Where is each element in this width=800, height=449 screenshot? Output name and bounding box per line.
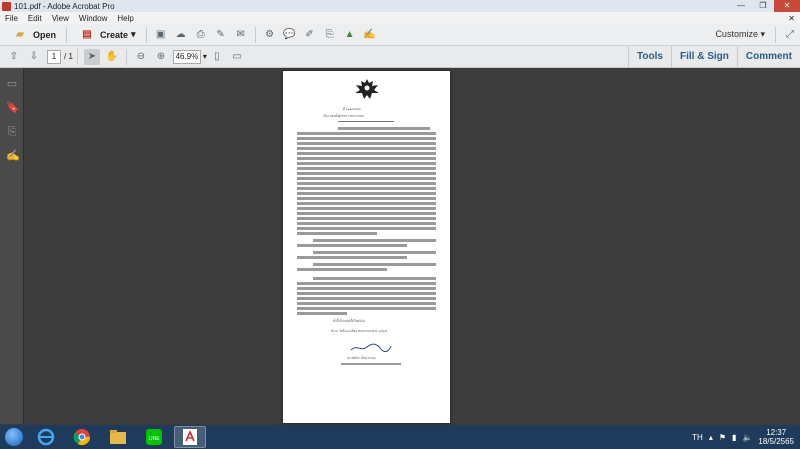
customize-label: Customize	[715, 29, 758, 39]
bookmarks-icon[interactable]: 🔖	[6, 102, 20, 114]
menu-window[interactable]: Window	[78, 13, 108, 23]
select-tool-icon[interactable]: ➤	[84, 49, 100, 65]
save-icon[interactable]: ▣	[155, 29, 166, 40]
system-tray	[692, 428, 800, 446]
expand-icon[interactable]: ⤢	[786, 29, 794, 40]
clock-date: 18/5/2565	[758, 437, 794, 446]
clock-time: 12:37	[766, 428, 787, 437]
next-page-icon[interactable]: ⇩	[29, 51, 39, 62]
hand-tool-icon[interactable]: ✋	[105, 51, 119, 62]
order-date: สั่ง ณ วันที่ ๑๘ เดือน พฤษภาคม พ.ศ. ๒๕๖๕	[331, 329, 388, 333]
ie-icon	[37, 428, 55, 446]
menu-help[interactable]: Help	[117, 13, 134, 23]
menu-edit[interactable]: Edit	[27, 13, 42, 23]
signature-image	[349, 342, 393, 354]
acrobat-app-icon	[2, 2, 11, 11]
comment-panel-link[interactable]: Comment	[737, 46, 800, 68]
taskbar-line[interactable]	[138, 426, 170, 448]
order-subject: เรื่อง แต่งตั้งผู้รักษาราชการแทน	[323, 114, 364, 118]
edit-document-icon[interactable]: ✎	[216, 29, 225, 40]
previous-page-icon[interactable]: ⇧	[9, 51, 19, 62]
flag-icon[interactable]: ⚑	[718, 432, 727, 442]
page-thumbnails-icon[interactable]: ▭	[6, 78, 18, 90]
main-toolbar	[0, 24, 800, 46]
taskbar-ie[interactable]	[30, 426, 62, 448]
taskbar-chrome[interactable]	[66, 426, 98, 448]
create-pdf-icon: ▤	[82, 29, 92, 40]
zoom-in-icon[interactable]: ⊕	[156, 51, 166, 62]
explorer-icon	[109, 429, 127, 445]
garuda-emblem-icon	[351, 77, 383, 103]
signer-name: (นายสุริยา ปั้นสุวรรณ)	[347, 356, 376, 360]
minimize-button[interactable]: —	[737, 1, 745, 10]
zoom-level-input[interactable]: 46.9%	[173, 50, 201, 64]
open-label: Open	[33, 29, 57, 40]
create-caret: ▾	[131, 29, 136, 39]
zoom-dropdown-icon[interactable]: ▾	[202, 52, 207, 61]
maximize-button[interactable]: ❐	[759, 1, 767, 10]
create-label: Create	[100, 29, 129, 40]
close-button[interactable]: ✕	[774, 0, 800, 12]
customize-menu[interactable]	[715, 29, 771, 40]
document-viewer[interactable]	[25, 68, 800, 424]
stamp-icon[interactable]: ▲	[344, 29, 355, 40]
attach-icon[interactable]: ⎘	[325, 29, 334, 40]
divider	[338, 121, 394, 122]
volume-icon[interactable]: 🔈	[742, 432, 753, 442]
open-button[interactable]	[4, 26, 62, 44]
folder-icon: ▰	[16, 29, 24, 40]
page-number-input[interactable]: 1	[47, 50, 61, 64]
effective-clause: ทั้งนี้ ตั้งแต่บัดนี้เป็นต้นไป	[333, 319, 365, 323]
taskbar-acrobat[interactable]	[174, 426, 206, 448]
create-button[interactable]	[71, 26, 142, 44]
title-bar	[0, 0, 800, 12]
tools-panel-link[interactable]: Tools	[628, 46, 671, 68]
windows-logo-icon	[5, 428, 23, 446]
zoom-out-icon[interactable]: ⊖	[136, 51, 146, 62]
start-button[interactable]	[0, 425, 28, 449]
fit-page-icon[interactable]: ▯	[214, 51, 220, 62]
tray-expand-icon[interactable]: ▴	[708, 432, 713, 442]
highlight-icon[interactable]: ✐	[305, 29, 314, 40]
chrome-icon	[73, 428, 91, 446]
window-title: 101.pdf - Adobe Acrobat Pro	[14, 1, 115, 11]
acrobat-icon	[181, 428, 199, 446]
settings-icon[interactable]: ⚙	[265, 29, 275, 40]
language-indicator[interactable]: TH	[692, 432, 703, 442]
comment-bubble-icon[interactable]: 💬	[283, 29, 296, 40]
email-icon[interactable]: ✉	[236, 29, 245, 40]
menu-view[interactable]: View	[51, 13, 69, 23]
system-clock[interactable]	[758, 428, 794, 446]
print-icon[interactable]: ⎙	[196, 29, 205, 40]
navigation-pane	[0, 68, 24, 424]
taskbar-explorer[interactable]	[102, 426, 134, 448]
pdf-page	[283, 71, 450, 423]
windows-taskbar	[0, 425, 800, 449]
sign-icon[interactable]: ✍	[363, 29, 376, 40]
network-icon[interactable]: ▮	[732, 432, 737, 442]
fill-sign-panel-link[interactable]: Fill & Sign	[671, 46, 737, 68]
page-navigation-bar	[0, 46, 800, 68]
line-icon	[145, 428, 163, 446]
menu-file[interactable]: File	[5, 13, 18, 23]
cloud-upload-icon[interactable]: ☁	[175, 29, 186, 40]
attachments-icon[interactable]: ⎘	[7, 126, 17, 138]
fit-width-icon[interactable]: ▭	[232, 51, 242, 62]
page-total: / 1	[64, 52, 73, 61]
order-reference: ที่ ๑๑๑/๒๕๖๕	[343, 107, 361, 111]
menubar-close-icon[interactable]: ✕	[788, 13, 795, 23]
signatures-icon[interactable]: ✍	[6, 150, 20, 162]
svg-text:LINE: LINE	[148, 436, 160, 442]
menu-bar	[0, 12, 800, 24]
customize-caret: ▾	[760, 29, 765, 39]
